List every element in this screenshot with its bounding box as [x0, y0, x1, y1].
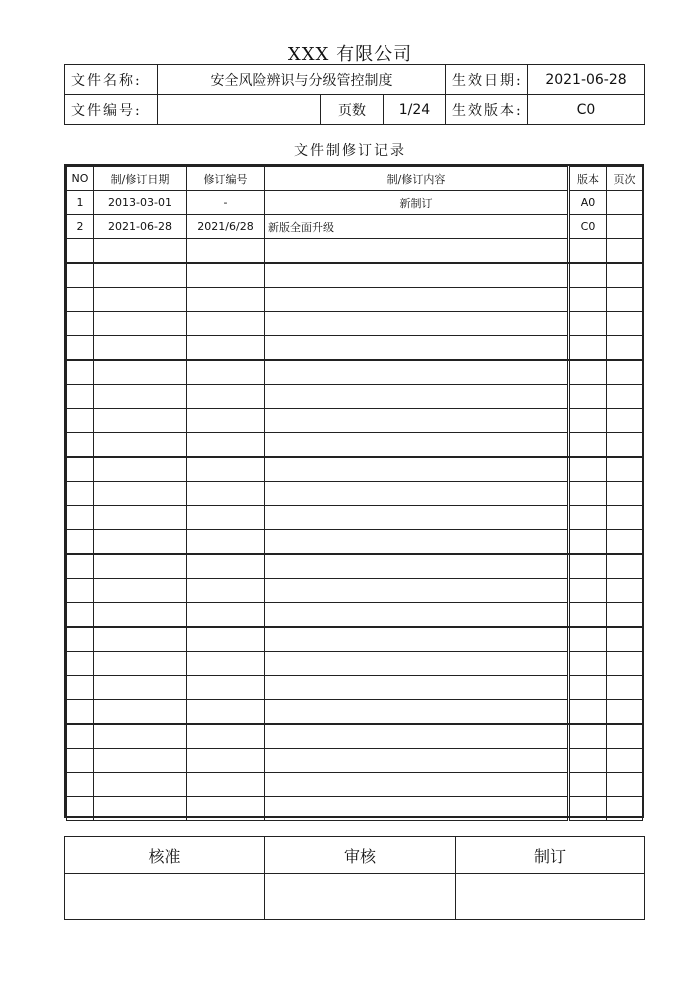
- empty-cell: [607, 482, 643, 506]
- empty-cell: [265, 336, 568, 361]
- empty-cell: [570, 530, 607, 555]
- empty-row: [67, 724, 643, 749]
- empty-cell: [187, 627, 265, 652]
- empty-cell: [67, 773, 94, 797]
- empty-cell: [94, 288, 187, 312]
- empty-cell: [187, 530, 265, 555]
- empty-cell: [607, 360, 643, 385]
- row-2-no: 2: [67, 215, 94, 239]
- empty-cell: [67, 579, 94, 603]
- empty-cell: [67, 288, 94, 312]
- empty-cell: [265, 239, 568, 264]
- empty-cell: [94, 360, 187, 385]
- version-value: C0: [528, 95, 645, 125]
- row-2-code: 2021/6/28: [187, 215, 265, 239]
- empty-cell: [94, 385, 187, 409]
- row-1-content: 新制订: [265, 191, 568, 215]
- row-1-pages: [607, 191, 643, 215]
- empty-cell: [94, 263, 187, 288]
- empty-cell: [607, 263, 643, 288]
- empty-cell: [67, 749, 94, 773]
- draft-label: 制订: [456, 837, 645, 874]
- empty-cell: [570, 336, 607, 361]
- empty-cell: [67, 652, 94, 676]
- col-header-pages: 页次: [607, 167, 643, 191]
- effective-date-value: 2021-06-28: [528, 65, 645, 95]
- empty-cell: [187, 312, 265, 336]
- empty-cell: [570, 263, 607, 288]
- empty-cell: [607, 239, 643, 264]
- empty-cell: [67, 700, 94, 725]
- empty-cell: [94, 506, 187, 530]
- empty-cell: [67, 724, 94, 749]
- row-1-version: A0: [570, 191, 607, 215]
- empty-row: [67, 627, 643, 652]
- empty-cell: [265, 579, 568, 603]
- empty-cell: [570, 385, 607, 409]
- empty-row: [67, 433, 643, 458]
- col-header-date: 制/修订日期: [94, 167, 187, 191]
- empty-cell: [187, 409, 265, 433]
- empty-row: [67, 530, 643, 555]
- empty-cell: [570, 506, 607, 530]
- empty-cell: [94, 457, 187, 482]
- empty-cell: [187, 749, 265, 773]
- empty-cell: [265, 385, 568, 409]
- empty-cell: [607, 385, 643, 409]
- empty-cell: [94, 700, 187, 725]
- revision-record-frame: [64, 164, 644, 818]
- company-name: XXX 有限公司: [287, 44, 413, 65]
- empty-cell: [187, 676, 265, 700]
- empty-row: [67, 263, 643, 288]
- empty-cell: [265, 530, 568, 555]
- pages-label: 页数: [321, 95, 384, 125]
- empty-cell: [67, 506, 94, 530]
- empty-cell: [67, 603, 94, 628]
- row-2-version: C0: [570, 215, 607, 239]
- empty-cell: [187, 506, 265, 530]
- empty-cell: [187, 700, 265, 725]
- empty-cell: [187, 603, 265, 628]
- empty-cell: [94, 433, 187, 458]
- empty-cell: [265, 506, 568, 530]
- empty-cell: [67, 530, 94, 555]
- empty-cell: [607, 627, 643, 652]
- empty-cell: [570, 797, 607, 821]
- signoff-table: [64, 836, 645, 920]
- empty-cell: [607, 409, 643, 433]
- empty-cell: [187, 263, 265, 288]
- empty-cell: [67, 554, 94, 579]
- approve-label: 核准: [65, 837, 265, 874]
- empty-cell: [94, 749, 187, 773]
- empty-cell: [265, 409, 568, 433]
- file-no-value: [158, 95, 321, 125]
- empty-cell: [570, 603, 607, 628]
- empty-cell: [187, 433, 265, 458]
- empty-cell: [187, 554, 265, 579]
- col-header-no: NO: [67, 167, 94, 191]
- empty-cell: [265, 554, 568, 579]
- empty-cell: [570, 579, 607, 603]
- empty-cell: [265, 749, 568, 773]
- empty-cell: [94, 554, 187, 579]
- empty-row: [67, 457, 643, 482]
- empty-cell: [607, 554, 643, 579]
- empty-row: [67, 676, 643, 700]
- revision-record-table: [66, 166, 643, 821]
- col-header-code: 修订编号: [187, 167, 265, 191]
- empty-cell: [265, 360, 568, 385]
- empty-cell: [67, 627, 94, 652]
- empty-cell: [187, 724, 265, 749]
- empty-cell: [607, 603, 643, 628]
- empty-cell: [67, 360, 94, 385]
- draft-signature-cell: [456, 874, 645, 920]
- empty-cell: [570, 724, 607, 749]
- empty-cell: [607, 288, 643, 312]
- empty-cell: [570, 409, 607, 433]
- empty-row: [67, 409, 643, 433]
- empty-cell: [265, 312, 568, 336]
- empty-cell: [607, 676, 643, 700]
- col-header-content: 制/修订内容: [265, 167, 568, 191]
- empty-cell: [265, 433, 568, 458]
- empty-cell: [570, 312, 607, 336]
- empty-cell: [570, 360, 607, 385]
- row-1-code: -: [187, 191, 265, 215]
- empty-cell: [265, 676, 568, 700]
- file-name-value: 安全风险辨识与分级管控制度: [158, 65, 446, 95]
- row-2-pages: [607, 215, 643, 239]
- empty-cell: [570, 749, 607, 773]
- empty-cell: [187, 773, 265, 797]
- version-label: 生效版本:: [446, 95, 528, 125]
- empty-cell: [67, 312, 94, 336]
- empty-cell: [94, 676, 187, 700]
- empty-cell: [265, 288, 568, 312]
- empty-cell: [607, 700, 643, 725]
- empty-cell: [570, 676, 607, 700]
- empty-row: [67, 652, 643, 676]
- empty-cell: [94, 336, 187, 361]
- empty-cell: [607, 773, 643, 797]
- empty-cell: [67, 336, 94, 361]
- pages-value: 1/24: [384, 95, 446, 125]
- empty-row: [67, 336, 643, 361]
- empty-cell: [265, 627, 568, 652]
- approve-signature-cell: [65, 874, 265, 920]
- empty-cell: [265, 797, 568, 821]
- empty-cell: [67, 676, 94, 700]
- empty-cell: [570, 288, 607, 312]
- empty-cell: [265, 263, 568, 288]
- document-header-table: [64, 64, 645, 125]
- empty-cell: [607, 506, 643, 530]
- empty-cell: [607, 724, 643, 749]
- empty-cell: [607, 457, 643, 482]
- empty-cell: [187, 652, 265, 676]
- empty-cell: [94, 239, 187, 264]
- empty-row: [67, 603, 643, 628]
- empty-row: [67, 360, 643, 385]
- empty-cell: [94, 579, 187, 603]
- empty-cell: [607, 312, 643, 336]
- empty-cell: [94, 312, 187, 336]
- empty-cell: [94, 724, 187, 749]
- empty-cell: [570, 239, 607, 264]
- empty-cell: [67, 239, 94, 264]
- empty-cell: [265, 700, 568, 725]
- row-1-no: 1: [67, 191, 94, 215]
- empty-cell: [570, 433, 607, 458]
- empty-row: [67, 749, 643, 773]
- empty-cell: [187, 482, 265, 506]
- empty-cell: [570, 482, 607, 506]
- empty-cell: [67, 457, 94, 482]
- empty-cell: [67, 482, 94, 506]
- empty-cell: [187, 360, 265, 385]
- empty-cell: [607, 433, 643, 458]
- empty-cell: [94, 409, 187, 433]
- empty-cell: [94, 627, 187, 652]
- review-signature-cell: [265, 874, 456, 920]
- empty-cell: [187, 579, 265, 603]
- empty-row: [67, 385, 643, 409]
- revision-record-title: 文件制修订记录: [294, 143, 406, 159]
- empty-row: [67, 554, 643, 579]
- empty-cell: [265, 652, 568, 676]
- row-2-date: 2021-06-28: [94, 215, 187, 239]
- empty-cell: [67, 797, 94, 821]
- empty-cell: [265, 724, 568, 749]
- empty-cell: [187, 288, 265, 312]
- empty-cell: [570, 457, 607, 482]
- row-1-date: 2013-03-01: [94, 191, 187, 215]
- empty-row: [67, 312, 643, 336]
- empty-cell: [607, 797, 643, 821]
- empty-cell: [187, 336, 265, 361]
- empty-cell: [94, 482, 187, 506]
- review-label: 审核: [265, 837, 456, 874]
- row-2-content: 新版全面升级: [265, 215, 568, 239]
- empty-cell: [607, 579, 643, 603]
- empty-cell: [94, 530, 187, 555]
- col-header-version: 版本: [570, 167, 607, 191]
- empty-cell: [570, 652, 607, 676]
- empty-cell: [67, 433, 94, 458]
- empty-cell: [67, 385, 94, 409]
- empty-row: [67, 506, 643, 530]
- empty-cell: [67, 409, 94, 433]
- empty-cell: [570, 700, 607, 725]
- empty-row: [67, 288, 643, 312]
- empty-cell: [570, 773, 607, 797]
- empty-cell: [67, 263, 94, 288]
- empty-cell: [265, 603, 568, 628]
- empty-cell: [607, 530, 643, 555]
- file-no-label: 文件编号:: [65, 95, 158, 125]
- empty-cell: [94, 797, 187, 821]
- empty-cell: [607, 749, 643, 773]
- empty-cell: [607, 336, 643, 361]
- empty-cell: [265, 457, 568, 482]
- empty-cell: [94, 773, 187, 797]
- effective-date-label: 生效日期:: [446, 65, 528, 95]
- empty-cell: [570, 627, 607, 652]
- empty-cell: [607, 652, 643, 676]
- empty-cell: [265, 482, 568, 506]
- empty-cell: [570, 554, 607, 579]
- empty-row: [67, 579, 643, 603]
- file-name-label: 文件名称:: [65, 65, 158, 95]
- empty-row: [67, 700, 643, 725]
- empty-row: [67, 773, 643, 797]
- empty-cell: [94, 652, 187, 676]
- empty-cell: [94, 603, 187, 628]
- empty-cell: [187, 385, 265, 409]
- empty-cell: [187, 239, 265, 264]
- empty-cell: [265, 773, 568, 797]
- empty-row: [67, 239, 643, 264]
- empty-cell: [187, 797, 265, 821]
- empty-row: [67, 482, 643, 506]
- empty-cell: [187, 457, 265, 482]
- empty-row: [67, 797, 643, 821]
